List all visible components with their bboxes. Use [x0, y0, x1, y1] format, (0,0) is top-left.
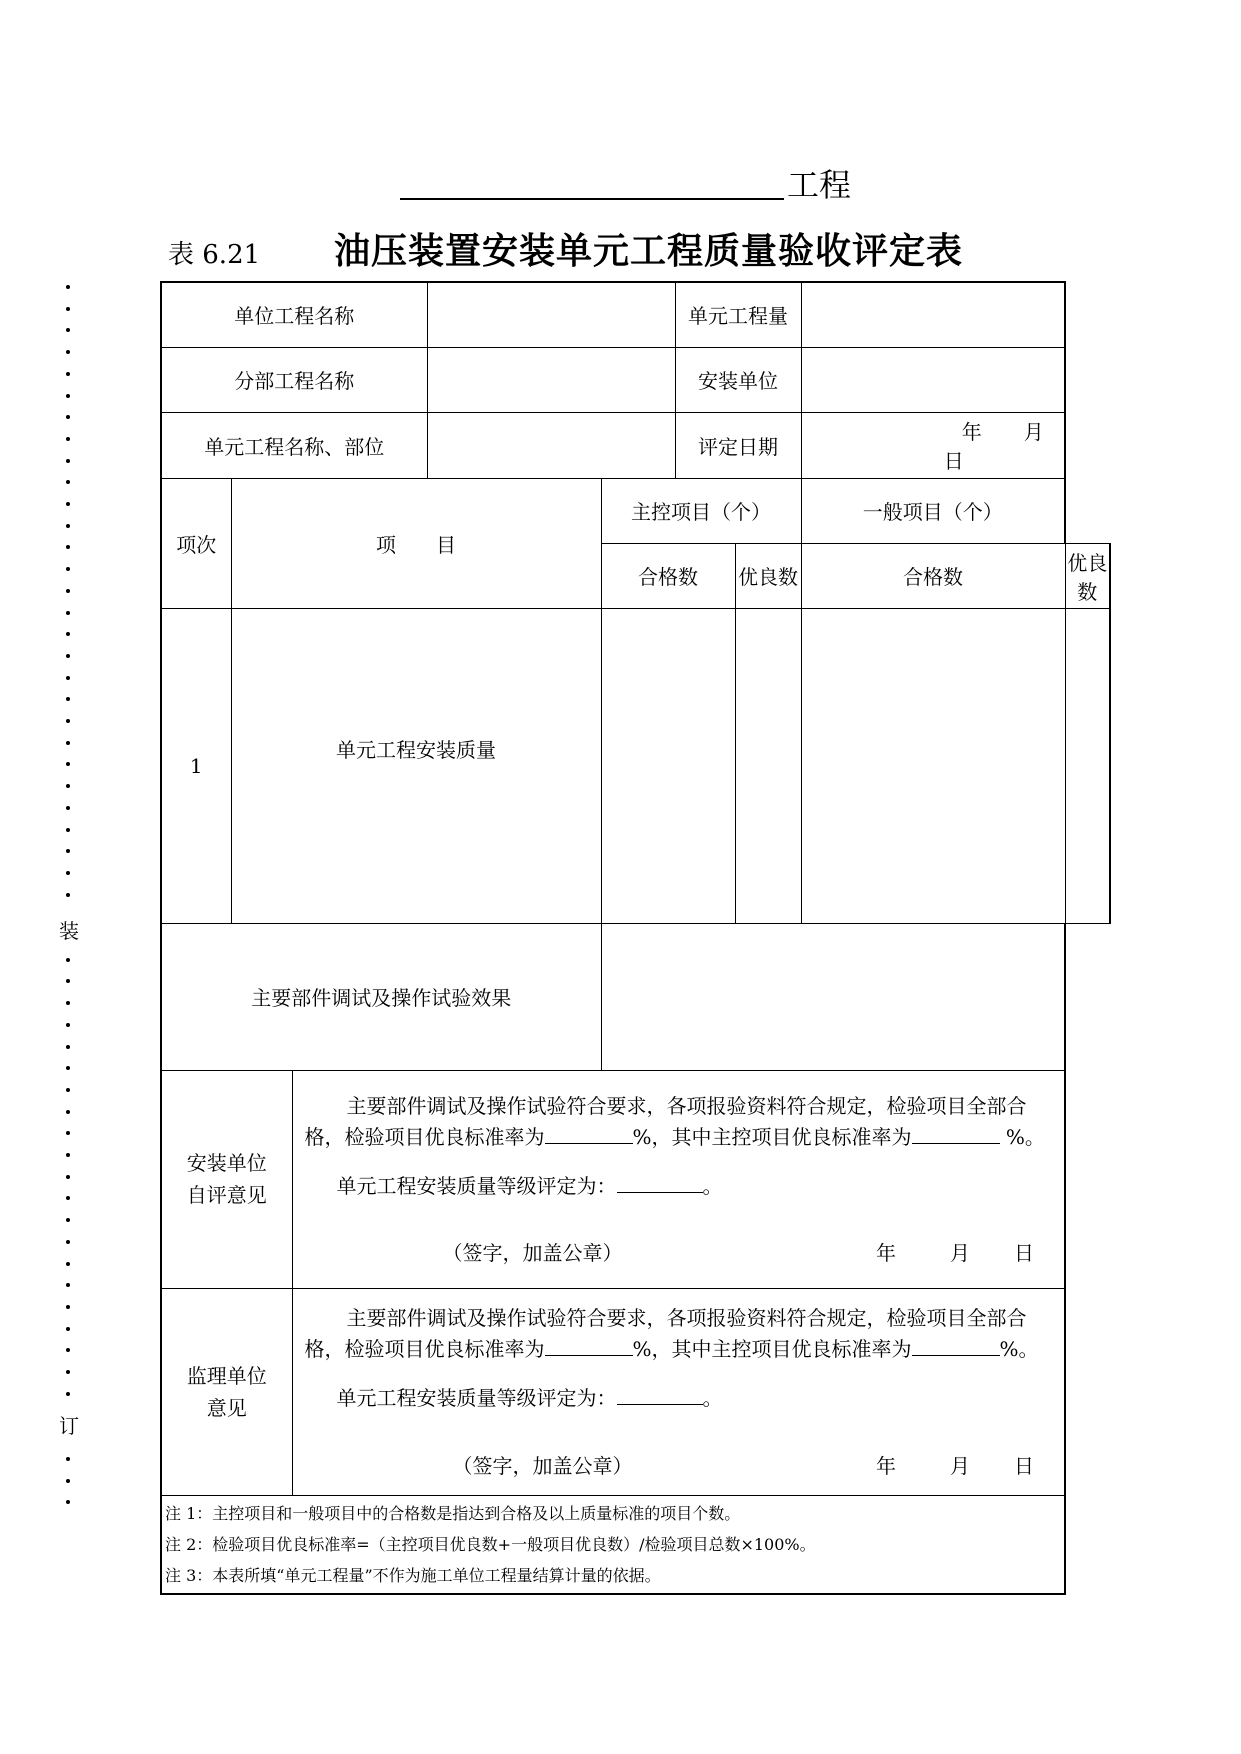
binding-dot — [66, 1175, 70, 1179]
supervision-sign-date — [876, 1450, 1034, 1479]
binding-dot — [66, 611, 70, 615]
general-items-header: 一般项目（个） — [801, 478, 1065, 543]
row1-seq: 1 — [161, 608, 231, 923]
binding-dot — [66, 1110, 70, 1114]
binding-dot — [66, 958, 70, 962]
binding-dot — [66, 307, 70, 311]
eval-date-label: 评定日期 — [675, 412, 801, 478]
binding-dot — [66, 1045, 70, 1049]
supervision-excellent-rate-blank[interactable] — [545, 1333, 633, 1356]
division-project-name-field[interactable] — [427, 347, 675, 412]
supervision-sign-month: 月 — [950, 1453, 971, 1478]
binding-dot — [66, 1305, 70, 1309]
binding-dot — [66, 285, 70, 289]
install-sign-date — [876, 1237, 1034, 1266]
binding-margin — [56, 285, 82, 1545]
install-excellent-rate-blank[interactable] — [545, 1121, 633, 1144]
supervision-main-excellent-rate-blank[interactable] — [912, 1333, 1000, 1356]
note-2: 注 2：检验项目优良标准率=（主控项目优良数+一般项目优良数）/检验项目总数×100%。 — [165, 1534, 816, 1554]
install-opinion-text-1: 主要部件调试及操作试验符合要求，各项报验资料符合规定，检验项目全部合格，检验项目优良标准率为 — [304, 1093, 1027, 1149]
binding-dot — [66, 1479, 70, 1483]
supervision-grade-blank[interactable] — [617, 1382, 703, 1405]
install-opinion-label — [161, 1070, 292, 1288]
evaluation-form-table — [160, 281, 1111, 1595]
binding-dot — [66, 979, 70, 983]
binding-dot — [66, 871, 70, 875]
binding-dot — [66, 1001, 70, 1005]
project-name-blank[interactable] — [400, 168, 784, 200]
install-sign-note: （签字，加盖公章） — [442, 1240, 623, 1265]
row1-item — [231, 608, 601, 923]
row1-general-excellent[interactable] — [1065, 608, 1110, 923]
binding-dot — [66, 1283, 70, 1287]
binding-dot — [66, 394, 70, 398]
install-main-excellent-rate-blank[interactable] — [912, 1121, 1000, 1144]
division-project-name-label: 分部工程名称 — [161, 347, 427, 412]
binding-dot — [66, 480, 70, 484]
supervision-sign-year: 年 — [876, 1453, 897, 1478]
date-day: 日 — [943, 449, 964, 473]
row1-general-qualified[interactable] — [801, 608, 1065, 923]
unit-work-quantity-label: 单元工程量 — [675, 282, 801, 347]
binding-dot — [66, 524, 70, 528]
install-sign-day: 日 — [1014, 1240, 1035, 1265]
note-3: 注 3：本表所填“单元工程量”不作为施工单位工程量结算计量的依据。 — [165, 1565, 661, 1585]
project-suffix: 工程 — [787, 166, 852, 204]
binding-char-ding: 订 — [59, 1414, 79, 1438]
binding-dot — [66, 762, 70, 766]
install-opinion-label-line1: 安装单位 — [186, 1151, 267, 1175]
row1-main-excellent[interactable] — [735, 608, 801, 923]
binding-dot — [66, 350, 70, 354]
binding-dot — [66, 1327, 70, 1331]
binding-dot — [66, 1088, 70, 1092]
binding-dot — [66, 545, 70, 549]
binding-dot — [66, 415, 70, 419]
binding-dot — [66, 1370, 70, 1374]
install-sign-year: 年 — [876, 1240, 897, 1265]
row1-main-qualified[interactable] — [601, 608, 735, 923]
supervision-sign-note: （签字，加盖公章） — [452, 1453, 633, 1478]
unit-project-name-label: 单位工程名称 — [161, 282, 427, 347]
general-qualified-header: 合格数 — [801, 543, 1065, 608]
install-opinion-label-line2: 自评意见 — [186, 1183, 267, 1207]
binding-dot — [66, 1348, 70, 1352]
install-grade-end: 。 — [702, 1173, 723, 1198]
binding-dot — [66, 676, 70, 680]
supervision-opinion-body — [292, 1288, 1065, 1495]
date-year: 年 — [961, 420, 982, 444]
install-grade-line — [337, 1170, 1065, 1199]
binding-dot — [66, 654, 70, 658]
binding-dot — [66, 806, 70, 810]
eval-date-field[interactable] — [801, 412, 1065, 478]
general-excellent-header: 优良数 — [1065, 543, 1110, 608]
binding-char-zhuang: 装 — [59, 919, 79, 943]
binding-dot — [66, 719, 70, 723]
binding-dot — [66, 328, 70, 332]
test-effect-label: 主要部件调试及操作试验效果 — [161, 923, 601, 1070]
binding-dot — [66, 372, 70, 376]
binding-dot — [66, 1131, 70, 1135]
install-opinion-body — [292, 1070, 1065, 1288]
install-opinion-text-2: %，其中主控项目优良标准率为 — [632, 1124, 912, 1149]
supervision-sign-day: 日 — [1014, 1453, 1035, 1478]
supervision-opinion-label-line1: 监理单位 — [186, 1363, 267, 1388]
notes-cell — [161, 1495, 1065, 1594]
unit-project-name-field[interactable] — [427, 282, 675, 347]
binding-dot — [66, 632, 70, 636]
unit-work-name-label: 单元工程名称、部位 — [161, 412, 427, 478]
supervision-grade-line — [337, 1382, 1065, 1411]
date-month: 月 — [1023, 420, 1044, 444]
install-sign-month: 月 — [950, 1240, 971, 1265]
binding-dot — [66, 1457, 70, 1461]
form-title: 油压装置安装单元工程质量验收评定表 — [334, 230, 964, 272]
binding-dot — [66, 1196, 70, 1200]
supervision-opinion-text-2: %，其中主控项目优良标准率为 — [632, 1336, 912, 1361]
supervision-opinion-text-3: %。 — [999, 1336, 1039, 1361]
binding-dot — [66, 437, 70, 441]
binding-dot — [66, 1153, 70, 1157]
binding-dot — [66, 697, 70, 701]
binding-dot — [66, 502, 70, 506]
binding-dot — [66, 1240, 70, 1244]
main-qualified-header: 合格数 — [601, 543, 735, 608]
binding-dot — [66, 741, 70, 745]
binding-dot — [66, 1392, 70, 1396]
supervision-opinion-label-line2: 意见 — [206, 1395, 247, 1420]
binding-dot — [66, 567, 70, 571]
install-unit-label: 安装单位 — [675, 347, 801, 412]
unit-work-quantity-field[interactable] — [801, 282, 1065, 347]
binding-dot — [66, 849, 70, 853]
binding-dot — [66, 459, 70, 463]
install-unit-field[interactable] — [801, 347, 1065, 412]
binding-dot — [66, 1262, 70, 1266]
main-excellent-header: 优良数 — [735, 543, 801, 608]
supervision-grade-text: 单元工程安装质量等级评定为： — [336, 1385, 617, 1410]
binding-dot — [66, 1218, 70, 1222]
main-items-header: 主控项目（个） — [601, 478, 801, 543]
install-grade-text: 单元工程安装质量等级评定为： — [336, 1173, 617, 1198]
supervision-opinion-label — [161, 1288, 292, 1495]
test-effect-field[interactable] — [601, 923, 1065, 1070]
binding-dot — [66, 1500, 70, 1504]
install-grade-blank[interactable] — [617, 1170, 703, 1193]
row1-item-text: 单元工程安装质量 — [336, 738, 496, 762]
binding-dot — [66, 893, 70, 897]
binding-dot — [66, 589, 70, 593]
table-number: 表 6.21 — [168, 240, 261, 270]
note-1: 注 1：主控项目和一般项目中的合格数是指达到合格及以上质量标准的项目个数。 — [165, 1503, 741, 1523]
seq-header: 项次 — [161, 478, 231, 608]
supervision-grade-end: 。 — [702, 1385, 723, 1410]
item-header: 项 目 — [231, 478, 601, 608]
binding-dot — [66, 828, 70, 832]
binding-dot — [66, 784, 70, 788]
supervision-opinion-text-1: 主要部件调试及操作试验符合要求，各项报验资料符合规定，检验项目全部合格，检验项目优良标准率为 — [304, 1305, 1027, 1361]
binding-dot — [66, 1023, 70, 1027]
binding-dot — [66, 1066, 70, 1070]
install-opinion-paragraph — [305, 1091, 1055, 1152]
supervision-opinion-paragraph — [305, 1303, 1055, 1364]
install-opinion-text-3: %。 — [999, 1124, 1045, 1149]
unit-work-name-field[interactable] — [427, 412, 675, 478]
